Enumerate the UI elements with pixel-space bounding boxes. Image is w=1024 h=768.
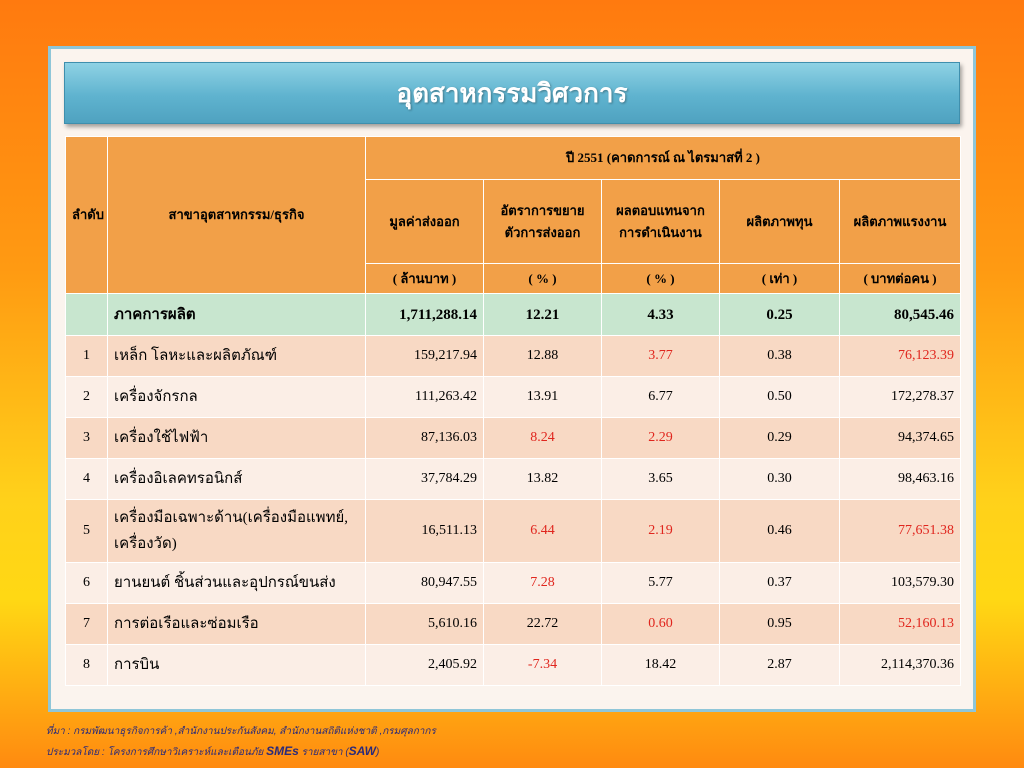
table-cell: 2.29 [602, 418, 720, 459]
table-cell: 0.37 [720, 563, 840, 604]
table-cell: 0.29 [720, 418, 840, 459]
table-cell: การต่อเรือและซ่อมเรือ [108, 604, 366, 645]
table-cell: การบิน [108, 645, 366, 686]
table-cell: เหล็ก โลหะและผลิตภัณฑ์ [108, 336, 366, 377]
unit-operating-return: ( % ) [602, 264, 720, 294]
header-rank: ลำดับ [66, 137, 108, 294]
page-title: อุตสาหกรรมวิศวการ [396, 78, 628, 108]
unit-export-growth: ( % ) [484, 264, 602, 294]
table-row [66, 604, 961, 645]
table-cell [66, 294, 108, 336]
table-cell: ภาคการผลิต [108, 294, 366, 336]
table-row [66, 336, 961, 377]
table-row [66, 377, 961, 418]
table-cell: 13.91 [484, 377, 602, 418]
table-cell: 2.87 [720, 645, 840, 686]
table-cell: 77,651.38 [840, 500, 961, 563]
table-cell: 18.42 [602, 645, 720, 686]
table-cell: 87,136.03 [366, 418, 484, 459]
table-cell: 52,160.13 [840, 604, 961, 645]
table-cell: 1 [66, 336, 108, 377]
table-cell: 80,947.55 [366, 563, 484, 604]
table-cell: เครื่องอิเลคทรอนิกส์ [108, 459, 366, 500]
table-cell: 0.50 [720, 377, 840, 418]
table-cell: 16,511.13 [366, 500, 484, 563]
table-cell: 5.77 [602, 563, 720, 604]
unit-labor-productivity: ( บาทต่อคน ) [840, 264, 961, 294]
compiled-mid: รายสาขา ( [301, 747, 349, 758]
table-cell: 0.60 [602, 604, 720, 645]
compiled-by-note [46, 744, 379, 760]
table-cell: 2,114,370.36 [840, 645, 961, 686]
table-cell: 6.44 [484, 500, 602, 563]
table-cell: ยานยนต์ ชิ้นส่วนและอุปกรณ์ขนส่ง [108, 563, 366, 604]
table-cell: 0.38 [720, 336, 840, 377]
table-cell: 37,784.29 [366, 459, 484, 500]
table-cell: -7.34 [484, 645, 602, 686]
header-labor-productivity: ผลิตภาพแรงงาน [840, 180, 961, 264]
table-row [66, 418, 961, 459]
table-cell: 12.88 [484, 336, 602, 377]
table-cell: 98,463.16 [840, 459, 961, 500]
table-cell: 3 [66, 418, 108, 459]
data-table [65, 136, 961, 686]
table-cell: 6 [66, 563, 108, 604]
table-cell: 94,374.65 [840, 418, 961, 459]
table-cell: 22.72 [484, 604, 602, 645]
table-cell: 8.24 [484, 418, 602, 459]
table-cell: 0.95 [720, 604, 840, 645]
table-cell: 3.65 [602, 459, 720, 500]
table-cell: 5,610.16 [366, 604, 484, 645]
header-sector: สาขาอุตสาหกรรม/ธุรกิจ [108, 137, 366, 294]
unit-export-value: ( ล้านบาท ) [366, 264, 484, 294]
table-row-total [66, 294, 961, 336]
table-cell: 2.19 [602, 500, 720, 563]
source-note: ที่มา : กรมพัฒนาธุรกิจการค้า ,สำนักงานประกันสังคม, สำนักงานสถิติแห่งชาติ ,กรมศุลกากร [46, 726, 436, 737]
table-cell: 4 [66, 459, 108, 500]
header-capital-productivity: ผลิตภาพทุน [720, 180, 840, 264]
table-cell: 159,217.94 [366, 336, 484, 377]
header-export-growth: อัตราการขยายตัวการส่งออก [484, 180, 602, 264]
table-cell: เครื่องจักรกล [108, 377, 366, 418]
table-cell: 4.33 [602, 294, 720, 336]
table-row [66, 500, 961, 563]
compiled-saw: SAW [348, 744, 376, 758]
table-cell: 80,545.46 [840, 294, 961, 336]
unit-capital-productivity: ( เท่า ) [720, 264, 840, 294]
table-cell: 0.25 [720, 294, 840, 336]
table-cell: 8 [66, 645, 108, 686]
compiled-end: ) [376, 747, 380, 758]
table-cell: เครื่องมือเฉพาะด้าน(เครื่องมือแพทย์, เครื่องวัด) [108, 500, 366, 563]
header-operating-return: ผลตอบแทนจากการดำเนินงาน [602, 180, 720, 264]
table-row [66, 459, 961, 500]
table-cell: 1,711,288.14 [366, 294, 484, 336]
table-cell: 2,405.92 [366, 645, 484, 686]
header-year: ปี 2551 (คาดการณ์ ณ ไตรมาสที่ 2 ) [366, 137, 961, 180]
table-cell: 2 [66, 377, 108, 418]
table-row [66, 563, 961, 604]
table-cell: 7 [66, 604, 108, 645]
compiled-smes: SMEs [266, 744, 299, 758]
compiled-prefix: ประมวลโดย : โครงการศึกษาวิเคราะห์และเตือนภัย [46, 747, 264, 758]
table-cell: 13.82 [484, 459, 602, 500]
table-cell: 172,278.37 [840, 377, 961, 418]
table-cell: 6.77 [602, 377, 720, 418]
table-cell: เครื่องใช้ไฟฟ้า [108, 418, 366, 459]
table-cell: 0.46 [720, 500, 840, 563]
table-cell: 7.28 [484, 563, 602, 604]
title-banner [64, 62, 960, 124]
header-export-value: มูลค่าส่งออก [366, 180, 484, 264]
table-cell: 12.21 [484, 294, 602, 336]
table-cell: 3.77 [602, 336, 720, 377]
table-cell: 111,263.42 [366, 377, 484, 418]
table-row [66, 645, 961, 686]
table-cell: 0.30 [720, 459, 840, 500]
table-cell: 103,579.30 [840, 563, 961, 604]
table-cell: 5 [66, 500, 108, 563]
table-cell: 76,123.39 [840, 336, 961, 377]
